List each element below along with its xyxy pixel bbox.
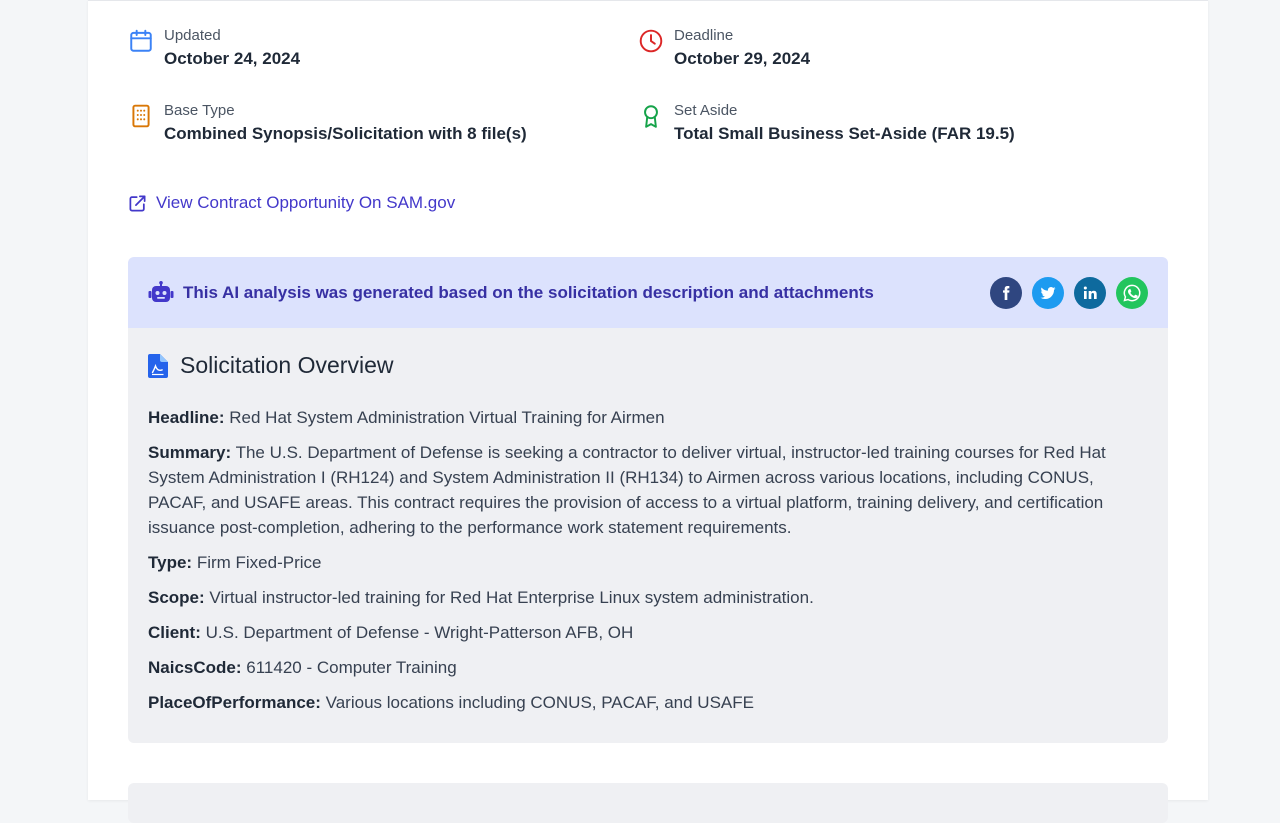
ai-analysis-banner — [128, 257, 1168, 328]
overview-fields — [148, 405, 1148, 715]
robot-icon — [148, 281, 174, 305]
sam-gov-link[interactable] — [128, 193, 455, 213]
updated-label: Updated — [164, 27, 221, 44]
deadline-label: Deadline — [674, 27, 734, 44]
field-headline: Headline: Red Hat System Administration Virtual Training for Airmen — [148, 408, 665, 427]
updated-value: October 24, 2024 — [164, 49, 301, 68]
opportunity-card — [88, 0, 1208, 800]
ai-banner-text: This AI analysis was generated based on the solicitation description and attachments — [183, 282, 874, 302]
field-type: Type: Firm Fixed-Price — [148, 553, 322, 572]
twitter-icon — [1039, 284, 1057, 302]
base-type-meta — [128, 101, 527, 146]
clock-icon — [638, 28, 664, 54]
document-icon — [148, 354, 168, 378]
building-icon — [128, 103, 154, 129]
updated-meta — [128, 26, 300, 71]
base-type-value: Combined Synopsis/Solicitation with 8 file(s) — [164, 124, 527, 143]
set-aside-label: Set Aside — [674, 102, 738, 119]
field-naics-code: NaicsCode: 611420 - Computer Training — [148, 658, 457, 677]
deadline-meta — [638, 26, 810, 71]
twitter-share-button[interactable] — [1032, 277, 1064, 309]
overview-header — [148, 352, 1148, 379]
field-summary: Summary: The U.S. Department of Defense is seeking a contractor to deliver virtual, instructor-led training courses for Red Hat System Administration I (RH124) and System Administration II (RH134) to Airmen across various locations, including CONUS, PACAF, and USAFE areas. This contract requires the provision of access to a virtual platform, training delivery, and certification issuance post-completion, adhering to the performance work statement requirements. — [148, 443, 1106, 537]
set-aside-meta — [638, 101, 1015, 146]
linkedin-icon — [1082, 285, 1098, 301]
sam-gov-link-label: View Contract Opportunity On SAM.gov — [156, 193, 456, 212]
whatsapp-share-button[interactable] — [1116, 277, 1148, 309]
solicitation-overview-panel — [128, 328, 1168, 743]
overview-title: Solicitation Overview — [180, 352, 394, 378]
set-aside-value: Total Small Business Set-Aside (FAR 19.5) — [674, 124, 1015, 143]
share-buttons — [990, 277, 1148, 309]
whatsapp-icon — [1122, 283, 1142, 303]
field-scope: Scope: Virtual instructor-led training for Red Hat Enterprise Linux system administration. — [148, 588, 814, 607]
facebook-icon — [998, 285, 1014, 301]
calendar-icon — [128, 28, 154, 54]
external-link-icon — [128, 194, 147, 213]
base-type-label: Base Type — [164, 102, 235, 119]
deadline-value: October 29, 2024 — [674, 49, 811, 68]
field-place-of-performance: PlaceOfPerformance: Various locations including CONUS, PACAF, and USAFE — [148, 693, 754, 712]
next-section-panel — [128, 783, 1168, 823]
linkedin-share-button[interactable] — [1074, 277, 1106, 309]
award-icon — [638, 103, 664, 129]
facebook-share-button[interactable] — [990, 277, 1022, 309]
field-client: Client: U.S. Department of Defense - Wright-Patterson AFB, OH — [148, 623, 634, 642]
